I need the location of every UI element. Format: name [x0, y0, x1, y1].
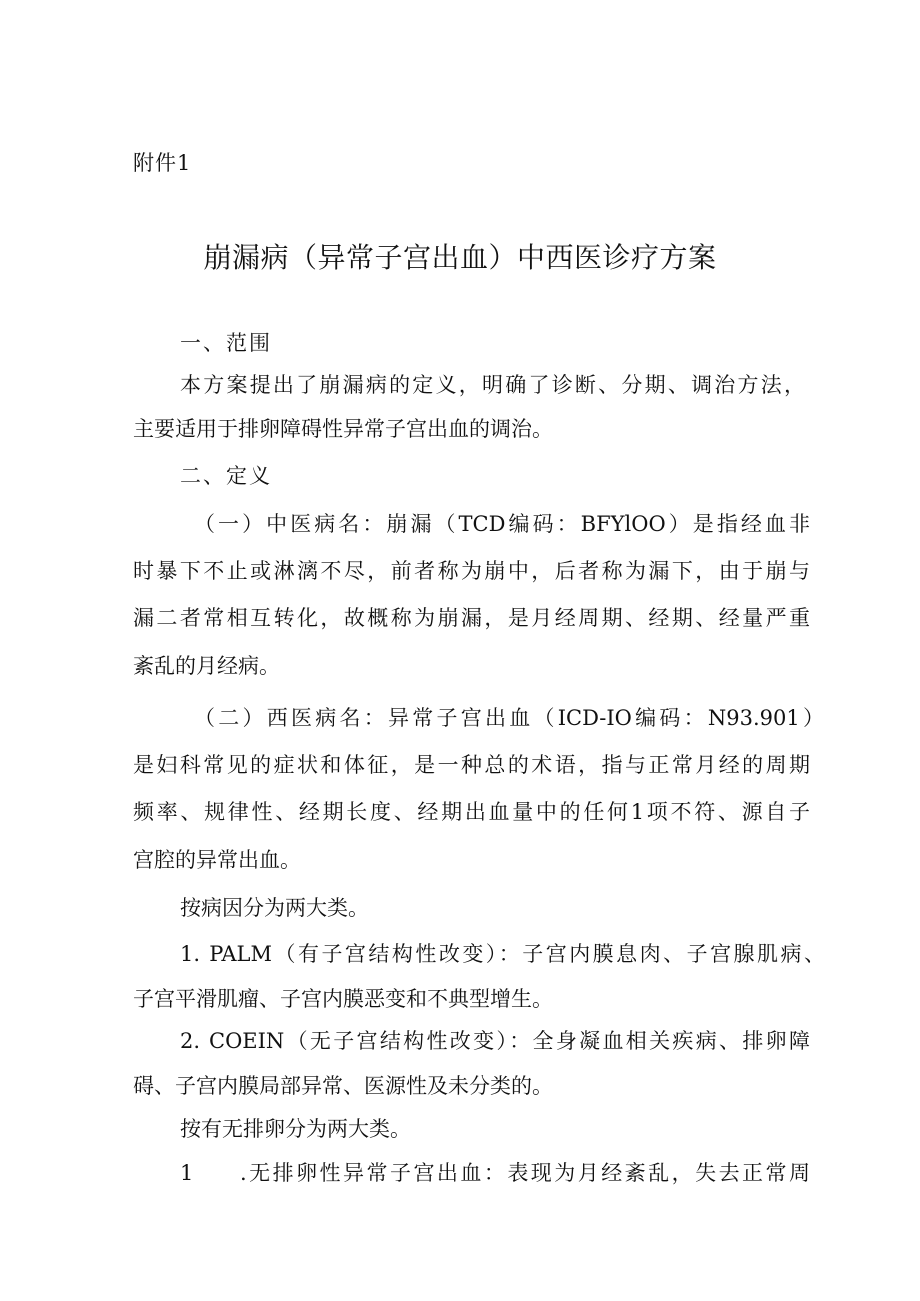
coein-line: 2. COEIN（无子宫结构性改变）：全身凝血相关疾病、排卵障	[180, 1029, 810, 1053]
anovulatory-line: .无排卵性异常子宫出血：表现为月经紊乱，失去正常周	[240, 1161, 810, 1185]
palm-line: 子宫平滑肌瘤、子宫内膜恶变和不典型增生。	[133, 987, 553, 1011]
anovulatory-number: 1	[180, 1161, 194, 1185]
western-definition-line: （二）西医病名：异常子宫出血（ICD-IO编码：N93.901）	[194, 706, 824, 730]
tcm-definition-line: 紊乱的月经病。	[133, 654, 280, 678]
scope-paragraph-line: 主要适用于排卵障碍性异常子宫出血的调治。	[133, 417, 553, 441]
tcm-definition-line: 时暴下不止或淋漓不尽，前者称为崩中，后者称为漏下，由于崩与	[133, 559, 810, 583]
western-definition-line: 宫腔的异常出血。	[133, 848, 301, 872]
page-title: 崩漏病（异常子宫出血）中西医诊疗方案	[203, 241, 717, 274]
tcm-definition-line: （一）中医病名：崩漏（TCD编码：BFYlOO）是指经血非	[194, 512, 810, 536]
palm-line: 1. PALM（有子宫结构性改变）：子宫内膜息肉、子宫腺肌病、	[180, 942, 825, 966]
attachment-label: 附件1	[133, 151, 192, 175]
tcm-definition-line: 漏二者常相互转化，故概称为崩漏，是月经周期、经期、经量严重	[133, 606, 810, 630]
section-heading-scope: 一、范围	[180, 331, 272, 355]
scope-paragraph-line: 本方案提出了崩漏病的定义，明确了诊断、分期、调治方法，	[180, 373, 805, 397]
western-definition-line: 是妇科常见的症状和体征，是一种总的术语，指与正常月经的周期	[133, 753, 810, 777]
classification-by-ovulation: 按有无排卵分为两大类。	[180, 1117, 411, 1141]
classification-by-cause: 按病因分为两大类。	[180, 896, 369, 920]
section-heading-definition: 二、定义	[180, 464, 272, 488]
coein-line: 碍、子宫内膜局部异常、医源性及未分类的。	[133, 1074, 553, 1098]
western-definition-line: 频率、规律性、经期长度、经期出血量中的任何1项不符、源自子	[133, 800, 810, 824]
